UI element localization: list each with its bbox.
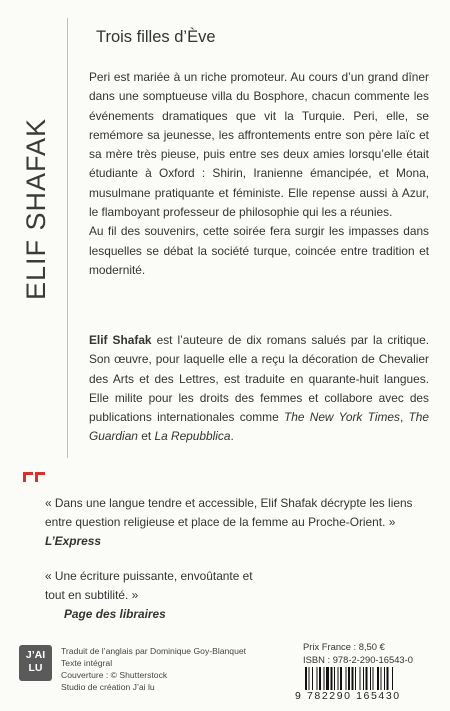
summary xyxy=(89,68,429,280)
credit-line: Texte intégral xyxy=(61,658,113,668)
quote-mark-icon xyxy=(23,472,47,494)
divider-line xyxy=(67,18,68,458)
publication-name: The Guardian xyxy=(89,410,430,444)
publication-name: The New York Times xyxy=(283,410,400,425)
spine-author-name: ELIF SHAFAK xyxy=(21,117,51,300)
credit-line: Couverture : © Shutterstock xyxy=(61,670,168,680)
credit-line: Studio de création J’ai lu xyxy=(61,682,155,692)
publisher-logo xyxy=(19,645,52,681)
press-quote xyxy=(45,494,440,551)
separator: . xyxy=(230,429,234,444)
credits xyxy=(61,645,246,693)
logo-line: LU xyxy=(28,662,43,674)
separator: , xyxy=(399,410,409,425)
quote-source: Page des libraires xyxy=(64,607,166,621)
publication-name: La Repubblica xyxy=(154,429,231,444)
quote-text: « Une écriture puissante, envoûtante et tout en subtilité. » xyxy=(45,569,253,602)
quote-source: L’Express xyxy=(45,534,101,548)
price-block xyxy=(303,641,413,666)
book-title: Trois filles d’Ève xyxy=(96,28,216,46)
barcode-number: 9 782290 165430 xyxy=(295,690,437,702)
author-bio xyxy=(89,331,429,447)
quote-text: « Dans une langue tendre et accessible, Elif Shafak décrypte les liens entre question religieuse et place de la femme au Proche-Orient. » xyxy=(45,496,413,529)
author-name: Elif Shafak xyxy=(89,333,152,347)
summary-paragraph: Au fil des souvenirs, cette soirée fera surgir les impasses dans lesquelles se débat la société turque, coincée entre tradition et modernité. xyxy=(89,224,429,277)
logo-line: J’AI xyxy=(25,649,46,661)
price: Prix France : 8,50 € xyxy=(303,641,385,652)
separator: et xyxy=(137,429,155,444)
credit-line: Traduit de l’anglais par Dominique Goy-Blanquet xyxy=(61,646,247,656)
isbn: ISBN : 978-2-290-16543-0 xyxy=(303,653,413,665)
press-quote xyxy=(45,567,440,624)
author-bio-text: est l’auteure de dix romans salués par la critique. Son œuvre, pour laquelle elle a reçu la décoration de Chevalier des Arts et des Lettres, est traduite en quarante-huit langues. Elle milite pour les droits des femmes et collabore avec des publications internationales comme xyxy=(89,333,429,425)
summary-paragraph: Peri est mariée à un riche promoteur. Au cours d’un grand dîner dans une somptueuse villa du Bosphore, chacun commente les événements dramatiques que vit la Turquie. Peri, elle, se remémore sa jeunesse, les affrontements entre son père laïc et sa mère très pieuse, puis entre ses deux amies lorsqu’elle était étudiante à Oxford : Shirin, Iranienne émancipée, et Mona, musulmane pratiquante et féministe. Elle repense aussi à Azur, le flamboyant professeur de philosophie qui les a réunies. xyxy=(89,70,429,220)
